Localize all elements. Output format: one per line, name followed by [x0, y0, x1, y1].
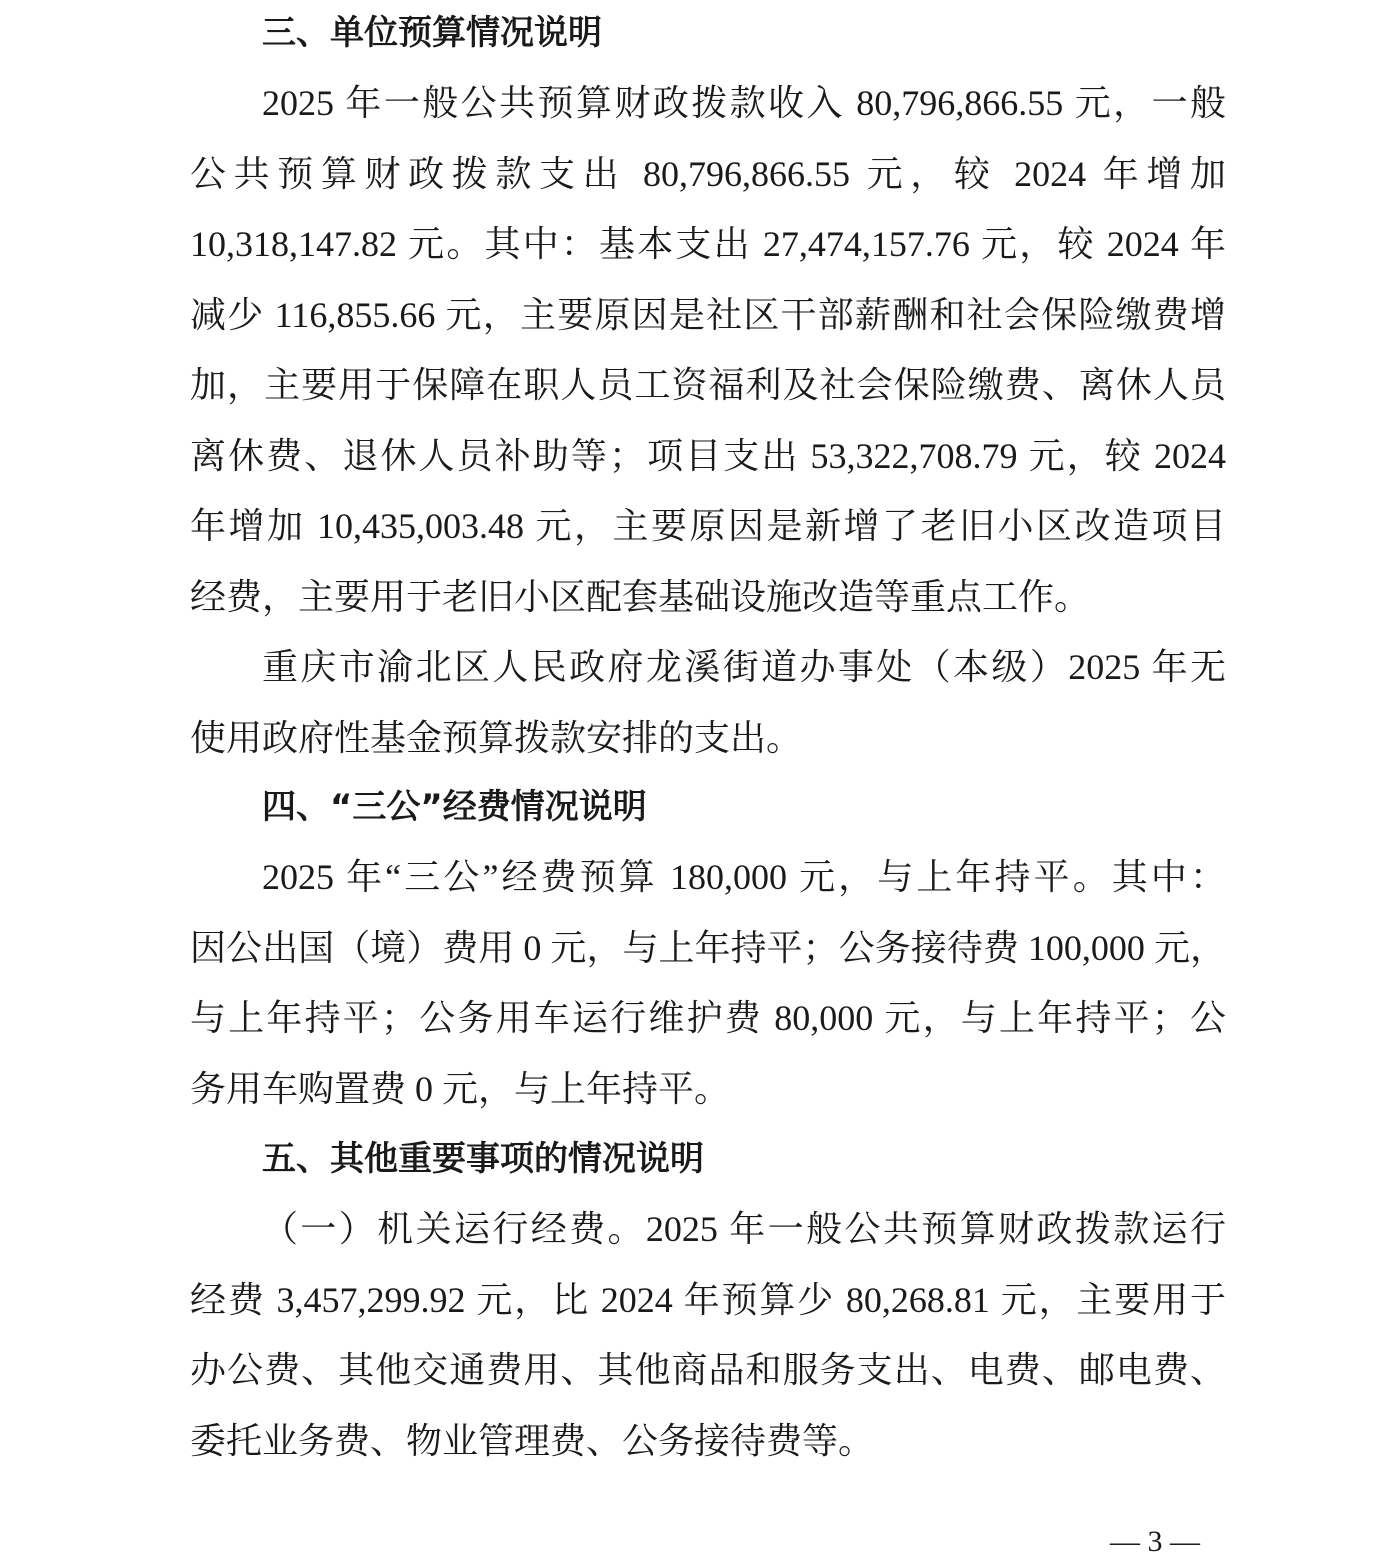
text-line: 离休费、退休人员补助等；项目支出 53,322,708.79 元，较 2024 [190, 435, 1226, 476]
text-line: 2025 年一般公共预算财政拨款收入 80,796,866.55 元，一般 [262, 83, 1226, 123]
section-heading-unit-budget: 三、单位预算情况说明 [262, 13, 602, 53]
text-line: 与上年持平；公务用车运行维护费 80,000 元，与上年持平；公 [190, 998, 1226, 1038]
text-line: 重庆市渝北区人民政府龙溪街道办事处（本级）2025 年无 [262, 647, 1226, 687]
page-number: — 3 — [1110, 1525, 1200, 1558]
text-line: 年增加 10,435,003.48 元，主要原因是新增了老旧小区改造项目 [190, 506, 1226, 546]
text-line: 经费，主要用于老旧小区配套基础设施改造等重点工作。 [190, 576, 1091, 617]
paragraph-government-fund [190, 632, 1226, 773]
paragraph-three-public-expenses [190, 842, 1226, 1124]
text-line: 经费 3,457,299.92 元，比 2024 年预算少 80,268.81 元，主要用于 [190, 1279, 1226, 1320]
section-heading-three-public: 四、“三公”经费情况说明 [262, 787, 647, 827]
paragraph-general-budget [190, 68, 1226, 632]
text-line: 因公出国（境）费用 0 元，与上年持平；公务接待费 100,000 元， [190, 927, 1226, 968]
text-line: 加，主要用于保障在职人员工资福利及社会保险缴费、离休人员 [190, 365, 1226, 405]
paragraph-operating-expenses [190, 1194, 1226, 1476]
section-heading-other-matters: 五、其他重要事项的情况说明 [262, 1139, 704, 1179]
text-line: （一）机关运行经费。2025 年一般公共预算财政拨款运行 [262, 1209, 1226, 1249]
text-line: 减少 116,855.66 元，主要原因是社区干部薪酬和社会保险缴费增 [190, 294, 1226, 335]
text-line: 公共预算财政拨款支出 80,796,866.55 元，较 2024 年增加 [190, 153, 1226, 194]
text-line: 10,318,147.82 元。其中：基本支出 27,474,157.76 元，较 2024 年 [190, 224, 1226, 264]
text-line: 务用车购置费 0 元，与上年持平。 [190, 1068, 731, 1109]
text-line: 委托业务费、物业管理费、公务接待费等。 [190, 1420, 875, 1461]
text-line: 2025 年“三公”经费预算 180,000 元，与上年持平。其中： [262, 857, 1226, 897]
text-line: 使用政府性基金预算拨款安排的支出。 [190, 717, 803, 758]
text-line: 办公费、其他交通费用、其他商品和服务支出、电费、邮电费、 [190, 1350, 1226, 1390]
